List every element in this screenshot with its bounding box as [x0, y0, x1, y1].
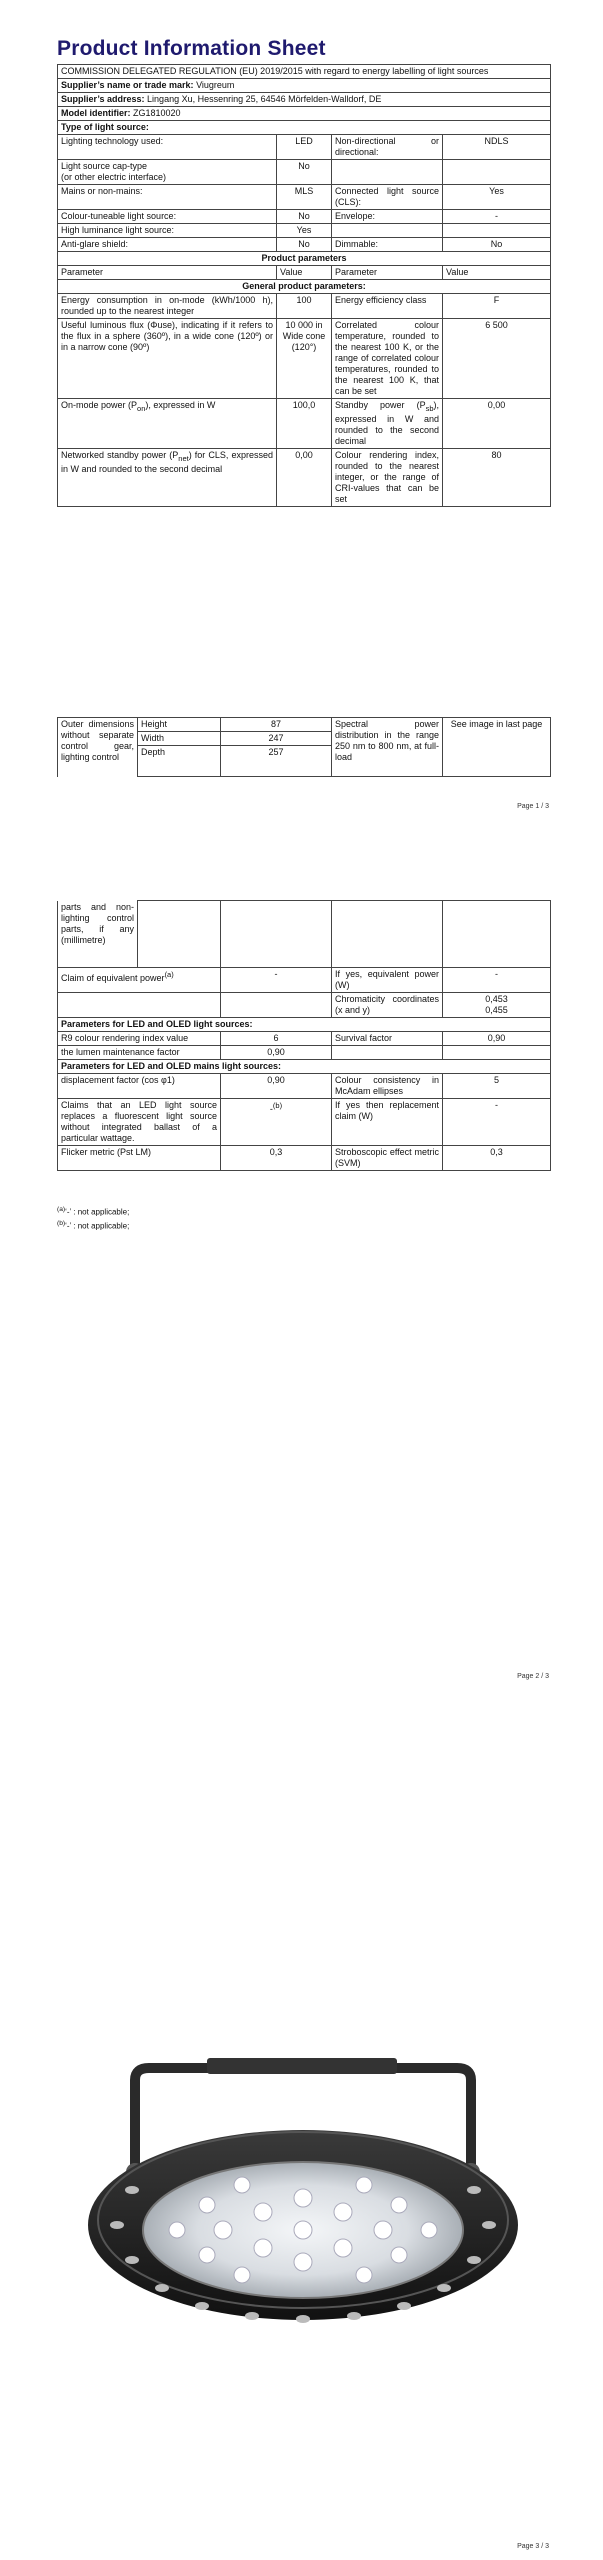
mains-label: Mains or non-mains:: [58, 185, 277, 210]
standby-power-label: [332, 399, 443, 449]
spectral-value: See image in last page: [443, 718, 551, 777]
standby-power-sub: sb: [425, 403, 434, 413]
ufo-highbay-light-image: [57, 2040, 550, 2350]
anti-glare-label: Anti-glare shield:: [58, 238, 277, 252]
model-row: [58, 107, 551, 121]
fluorescent-claim-label: Claims that an LED light source replaces a fluorescent light source without integrated ballast of a particular wattage.: [58, 1098, 221, 1145]
energy-consumption-label: Energy consumption in on-mode (kWh/1000 h), rounded up to the nearest integer: [58, 294, 277, 319]
dimmable-label: Dimmable:: [332, 238, 443, 252]
cls-label: Connected light source (CLS):: [332, 185, 443, 210]
colour-tuneable-label: Colour-tuneable light source:: [58, 210, 277, 224]
led-heading: Parameters for LED and OLED light sources:: [58, 1017, 551, 1031]
bracket-top-plate: [207, 2058, 397, 2074]
footnote-a: [57, 1205, 129, 1218]
mains-value: MLS: [277, 185, 332, 210]
page-1: [0, 0, 603, 820]
cap-type-label-1: Light source cap-type: [61, 161, 148, 171]
col-parameter: Parameter: [58, 266, 277, 280]
info-table-continued: [57, 900, 551, 1171]
cct-value: 6 500: [443, 319, 551, 399]
info-table: [57, 64, 551, 507]
colour-consistency-value: 5: [443, 1073, 551, 1098]
dimmable-value: No: [443, 238, 551, 252]
chromaticity-x: 0,453: [485, 993, 508, 1004]
type-heading: Type of light source:: [58, 121, 551, 135]
onmode-power-label: [58, 399, 277, 449]
cap-type-label: [58, 160, 277, 185]
address-label: Supplier’s address:: [61, 94, 145, 104]
energy-class-value: F: [443, 294, 551, 319]
chromaticity-value: [443, 992, 551, 1017]
stroboscopic-value: 0,3: [443, 1145, 551, 1170]
spectral-label: Spectral power distribution in the range 250 nm to 800 nm, at full-load: [332, 718, 443, 777]
cri-label: Colour rendering index, rounded to the nearest integer, or the range of CRI-values that can be set: [332, 448, 443, 506]
survival-value: 0,90: [443, 1031, 551, 1045]
supplier-label: Supplier’s name or trade mark:: [61, 80, 194, 90]
lighting-tech-value: LED: [277, 135, 332, 160]
replacement-claim-value: -: [443, 1098, 551, 1145]
networked-standby-sub: net: [178, 453, 189, 463]
onmode-power-text-b: ), expressed in W: [145, 400, 216, 410]
directional-label: Non-directional or directional:: [332, 135, 443, 160]
footnote-a-text: ‘-’ : not applicable;: [65, 1207, 130, 1217]
footnote-ref-b: (b): [272, 1100, 283, 1110]
fluorescent-claim-dash: -: [269, 1103, 273, 1114]
model-value: ZG1810020: [133, 108, 181, 118]
standby-power-text-a: Standby power (P: [335, 400, 426, 410]
page-number-2: Page 2 / 3: [517, 1673, 549, 1680]
colour-tuneable-value: No: [277, 210, 332, 224]
width-label: Width: [138, 732, 221, 746]
flicker-label: Flicker metric (Pst LM): [58, 1145, 221, 1170]
equivalent-power-claim-text: Claim of equivalent power: [61, 972, 165, 983]
stroboscopic-label: Stroboscopic effect metric (SVM): [332, 1145, 443, 1170]
col-value-2: Value: [443, 266, 551, 280]
equivalent-power-value: -: [443, 967, 551, 992]
equivalent-power-claim-value: -: [221, 967, 332, 992]
depth-label: Depth: [138, 746, 221, 777]
networked-standby-value: 0,00: [277, 448, 332, 506]
standby-power-text-b: ), expressed in W and rounded to the second decimal: [335, 400, 439, 446]
footnote-b: [57, 1219, 129, 1232]
replacement-claim-label: If yes then replacement claim (W): [332, 1098, 443, 1145]
chromaticity-label: Chromaticity coordinates (x and y): [332, 992, 443, 1017]
standby-power-value: 0,00: [443, 399, 551, 449]
flicker-value: 0,3: [221, 1145, 332, 1170]
cct-label: Correlated colour temperature, rounded to the nearest 100 K, or the range of correlated colour temperatures, rounded to the nearest 100 K, that can be set: [332, 319, 443, 399]
luminous-flux-value: 10 000 in Wide cone (120°): [277, 319, 332, 399]
fluorescent-claim-value: [221, 1098, 332, 1145]
equivalent-power-claim-label: [58, 967, 221, 992]
address-value: Lingang Xu, Hessenring 25, 64546 Mörfelden-Walldorf, DE: [147, 94, 382, 104]
envelope-value: -: [443, 210, 551, 224]
page-3: [0, 1740, 603, 2560]
cls-value: Yes: [443, 185, 551, 210]
col-value: Value: [277, 266, 332, 280]
page-title: Product Information Sheet: [57, 37, 326, 60]
energy-class-label: Energy efficiency class: [332, 294, 443, 319]
page-number-3: Page 3 / 3: [517, 2543, 549, 2550]
equivalent-power-label: If yes, equivalent power (W): [332, 967, 443, 992]
width-value: 247: [221, 732, 332, 746]
footnote-ref-a: (a): [164, 969, 174, 979]
survival-label: Survival factor: [332, 1031, 443, 1045]
cap-type-value: No: [277, 160, 332, 185]
chromaticity-y: 0,455: [485, 1004, 508, 1015]
anti-glare-value: No: [277, 238, 332, 252]
supplier-row: [58, 79, 551, 93]
depth-value: 257: [221, 746, 332, 777]
regulation-text: COMMISSION DELEGATED REGULATION (EU) 2019/2015 with regard to energy labelling of light sources: [58, 65, 551, 79]
outer-dimensions-label: Outer dimensions without separate control gear, lighting control: [58, 718, 138, 777]
col-parameter-2: Parameter: [332, 266, 443, 280]
displacement-value: 0,90: [221, 1073, 332, 1098]
envelope-label: Envelope:: [332, 210, 443, 224]
lumen-maintenance-label: the lumen maintenance factor: [58, 1045, 221, 1059]
networked-standby-label: [58, 448, 277, 506]
luminous-flux-label: Useful luminous flux (Φuse), indicating if it refers to the flux in a sphere (360º), in a wide cone (120º) or in a narrow cone (90º): [58, 319, 277, 399]
address-row: [58, 93, 551, 107]
model-label: Model identifier:: [61, 108, 131, 118]
displacement-label: displacement factor (cos φ1): [58, 1073, 221, 1098]
outer-dimensions-continued: parts and non-lighting control parts, if any (millimetre): [58, 901, 138, 968]
lighting-tech-label: Lighting technology used:: [58, 135, 277, 160]
dimensions-table: [57, 717, 551, 777]
colour-consistency-label: Colour consistency in McAdam ellipses: [332, 1073, 443, 1098]
networked-standby-text-b: ) for CLS, expressed in W and rounded to the second decimal: [61, 449, 273, 474]
footnote-a-mark: (a): [57, 1206, 66, 1213]
mains-heading: Parameters for LED and OLED mains light sources:: [58, 1059, 551, 1073]
directional-value: NDLS: [443, 135, 551, 160]
height-value: 87: [221, 718, 332, 732]
r9-label: R9 colour rendering index value: [58, 1031, 221, 1045]
networked-standby-text-a: Networked standby power (P: [61, 449, 179, 460]
r9-value: 6: [221, 1031, 332, 1045]
onmode-power-text-a: On-mode power (P: [61, 400, 138, 410]
high-luminance-value: Yes: [277, 224, 332, 238]
onmode-power-sub: on: [137, 403, 146, 413]
footnote-b-text: ‘-’ : not applicable;: [65, 1221, 130, 1231]
supplier-value: Viugreum: [196, 80, 235, 90]
cap-type-label-2: (or other electric interface): [61, 172, 167, 182]
page-2: [0, 870, 603, 1690]
page-number: Page 1 / 3: [517, 803, 549, 810]
footnote-b-mark: (b): [57, 1220, 66, 1227]
product-params-heading: Product parameters: [58, 252, 551, 266]
onmode-power-value: 100,0: [277, 399, 332, 449]
lumen-maintenance-value: 0,90: [221, 1045, 332, 1059]
cri-value: 80: [443, 448, 551, 506]
high-luminance-label: High luminance light source:: [58, 224, 277, 238]
general-heading: General product parameters:: [58, 280, 551, 294]
energy-consumption-value: 100: [277, 294, 332, 319]
height-label: Height: [138, 718, 221, 732]
